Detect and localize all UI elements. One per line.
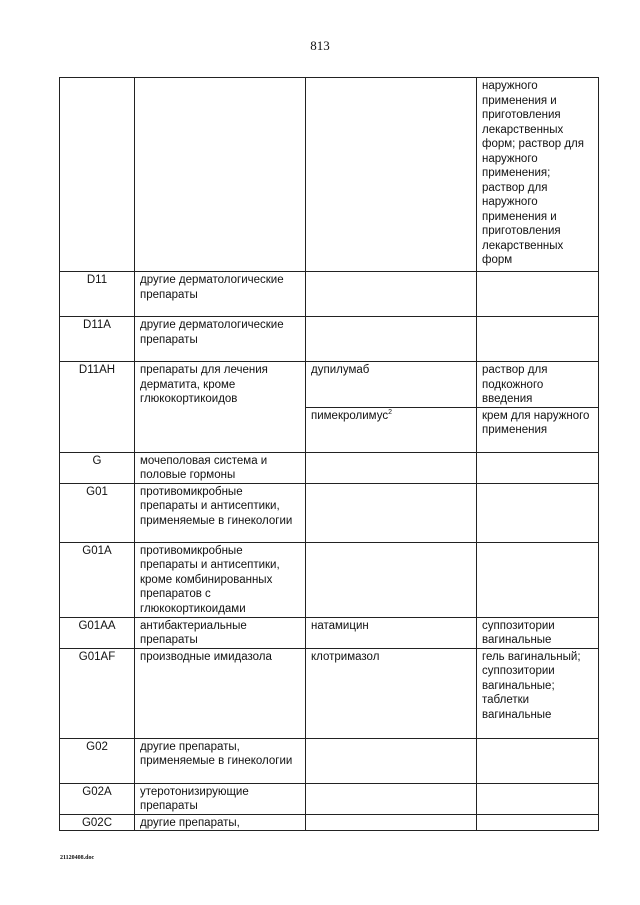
drug-cell: клотримазол	[306, 648, 477, 738]
table-row	[60, 814, 599, 831]
table-row	[60, 783, 599, 814]
group-cell: утеротонизирующие препараты	[135, 783, 306, 814]
group-cell: противомикробные препараты и антисептики, применяемые в гинекологии	[135, 483, 306, 542]
atc-code-cell: D11AH	[60, 362, 135, 453]
drug-cell	[306, 407, 477, 452]
form-cell	[477, 452, 599, 483]
group-cell: противомикробные препараты и антисептики, кроме комбинированных препаратов с глюкокортикоидами	[135, 542, 306, 617]
group-cell: мочеполовая система и половые гормоны	[135, 452, 306, 483]
form-cell	[477, 738, 599, 783]
atc-code-cell: G01	[60, 483, 135, 542]
drug-cell	[306, 317, 477, 362]
table-row	[60, 648, 599, 738]
atc-code-cell: G02C	[60, 814, 135, 831]
drug-cell: натамицин	[306, 617, 477, 648]
form-cell	[477, 783, 599, 814]
table-row	[60, 317, 599, 362]
atc-code-cell: G01AA	[60, 617, 135, 648]
drug-cell	[306, 452, 477, 483]
form-cell: суппозитории вагинальные	[477, 617, 599, 648]
atc-code-cell: G01AF	[60, 648, 135, 738]
drug-cell	[306, 542, 477, 617]
group-cell: другие дерматологические препараты	[135, 272, 306, 317]
table-row	[60, 452, 599, 483]
drug-cell	[306, 814, 477, 831]
atc-code-cell: G02	[60, 738, 135, 783]
group-cell: другие дерматологические препараты	[135, 317, 306, 362]
drug-name: пимекролимус	[311, 409, 389, 422]
group-cell: производные имидазола	[135, 648, 306, 738]
group-cell: другие препараты,	[135, 814, 306, 831]
table-row	[60, 738, 599, 783]
drug-table	[59, 77, 599, 831]
page-number: 813	[310, 38, 330, 53]
atc-code-cell: D11	[60, 272, 135, 317]
table-row	[60, 617, 599, 648]
drug-cell	[306, 483, 477, 542]
form-cell	[477, 483, 599, 542]
table-row	[60, 362, 599, 408]
group-cell: другие препараты, применяемые в гинекологии	[135, 738, 306, 783]
drug-cell	[306, 78, 477, 272]
document-filename: 21120408.doc	[60, 855, 95, 861]
form-cell	[477, 814, 599, 831]
table-row	[60, 272, 599, 317]
table-row	[60, 78, 599, 272]
form-cell: наружного применения и приготовления лекарственных форм; раствор для наружного применения; раствор для наружного применения и приготовления лекарственных форм	[477, 78, 599, 272]
atc-code-cell	[60, 78, 135, 272]
atc-code-cell: G02A	[60, 783, 135, 814]
drug-cell	[306, 738, 477, 783]
form-cell: раствор для подкожного введения	[477, 362, 599, 408]
form-cell	[477, 272, 599, 317]
form-cell: гель вагинальный; суппозитории вагинальные; таблетки вагинальные	[477, 648, 599, 738]
table-row	[60, 483, 599, 542]
atc-code-cell: G01A	[60, 542, 135, 617]
form-cell	[477, 317, 599, 362]
form-cell	[477, 542, 599, 617]
group-cell: антибактериальные препараты	[135, 617, 306, 648]
drug-cell: дупилумаб	[306, 362, 477, 408]
group-cell: препараты для лечения дерматита, кроме глюкокортикоидов	[135, 362, 306, 453]
drug-cell	[306, 272, 477, 317]
atc-code-cell: G	[60, 452, 135, 483]
form-cell: крем для наружного применения	[477, 407, 599, 452]
drug-cell	[306, 783, 477, 814]
table-row	[60, 542, 599, 617]
group-cell	[135, 78, 306, 272]
atc-code-cell: D11A	[60, 317, 135, 362]
footnote-marker: 2	[388, 408, 392, 416]
